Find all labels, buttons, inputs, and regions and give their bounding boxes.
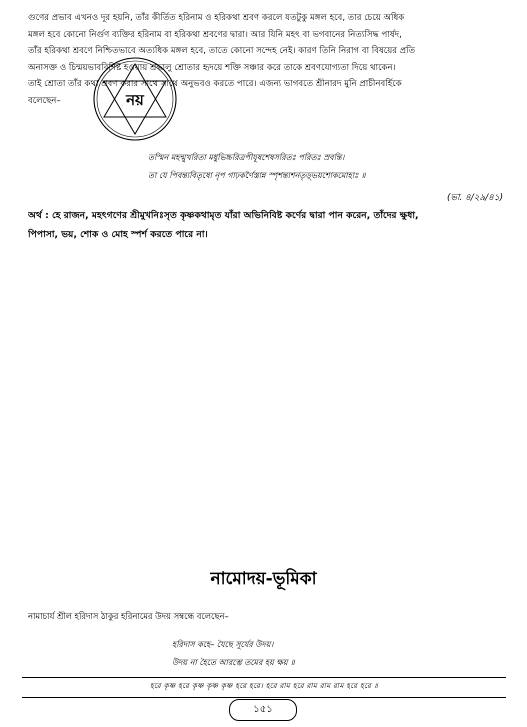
paragraph-line: অনাসক্ত ও চিন্ময়ভাববিশিষ্ট হওয়ায় শ্রদ্ধালু শ্রোতার হৃদয়ে শক্তি সঞ্চার করে তাকে শ্রবণযোগ্যতা দিয়ে থাকেন। [28, 62, 396, 73]
paragraph-line: মঙ্গল হবে কোনো নির্গুণ ব্যক্তির হরিনাম বা হরিকথা শ্রবণের দ্বারা। আর যিনি মহৎ বা ভগবানের নিত্যসিদ্ধ পার্ষদ, [28, 29, 402, 40]
poem-line: হরিদাস কহে– যৈছে সূর্যের উদয়। [172, 640, 274, 649]
section-title: নামোদয়-ভূমিকা [210, 569, 317, 589]
section-intro: নামাচার্য শ্রীল হরিদাস ঠাকুর হরিনামের উদয় সম্বন্ধে বলেছেন– [28, 611, 229, 621]
footer-mantra: হরে কৃষ্ণ হরে কৃষ্ণ কৃষ্ণ কৃষ্ণ হরে হরে। হরে রাম হরে রাম রাম রাম হরে হরে ॥ [149, 681, 379, 690]
verse-meaning [28, 206, 500, 244]
paragraph-line: তাই শ্রোতা তাঁর কথা শ্রবণ করার সাথে সাথে অনুভবও করতে পারে। এজন্য ভাগবতে শ্রীনারদ মুনি প্রাচীনবর্হিকে [28, 79, 402, 90]
sanskrit-verse-line: তা যে পিবন্ত্যবিতৃষো নৃপ গাঢ়কর্ণৈস্তান্ন স্পৃশন্ত্যশনতৃড়্ভয়শোকমোহাঃ ॥ [148, 171, 366, 180]
seal-text: নয় [126, 91, 144, 109]
paragraph-line: তাঁর হরিকথা শ্রবণে নিশ্চিতভাবে অত্যধিক মঙ্গল হবে, তাতে কোনো সন্দেহ নেই। কারণ তিনি নিরাগ বা বিষয়ের প্রতি [28, 46, 416, 57]
footer-divider [22, 697, 506, 698]
meaning-line: অর্থ : হে রাজন, মহৎগণের শ্রীমুখনিঃসৃত কৃষ্ণকথামৃত যাঁরা অভিনিবিষ্ট কর্ণের দ্বারা পান করেন, তাঁদের ক্ষুধা, [28, 210, 419, 221]
seal-stamp-icon [92, 56, 178, 142]
page-number: ১৫১ [229, 699, 297, 721]
sanskrit-verse-line: তস্মিন মহন্মুখরিতা মধুভিচ্চরিত্রপীযূষশেষসরিতঃ পরিতঃ স্রবন্তি। [148, 153, 345, 162]
footer-divider [22, 677, 506, 678]
verse-reference: (ভা. ৪/২৯/৪১) [446, 193, 503, 203]
poem-line: উদয় না হৈতে আরম্ভে তমের হয় ক্ষয় ॥ [172, 658, 295, 667]
paragraph-line: গুণের প্রভাব এখনও দূর হয়নি, তাঁর কীর্তিত হরিনাম ও হরিকথা শ্রবণ করলে যতটুকু মঙ্গল হবে, তার চেয়ে অধিক [28, 13, 405, 23]
paragraph-line: বলেছেন– [28, 95, 61, 106]
meaning-line: পিপাসা, ভয়, শোক ও মোহ স্পর্শ করতে পারে না। [28, 229, 208, 240]
